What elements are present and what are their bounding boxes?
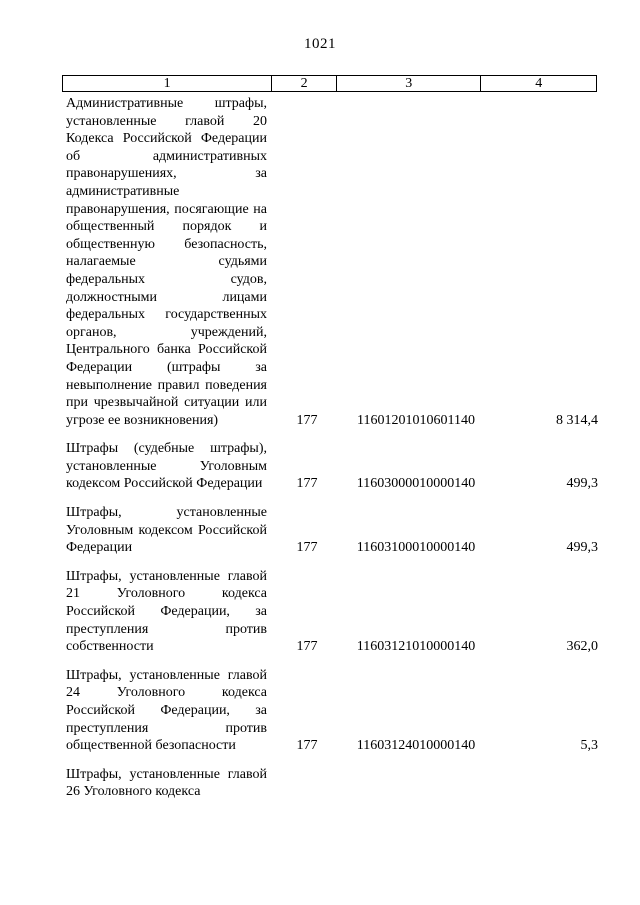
row-description: Штрафы, установленные главой 21 Уголовного кодекса Российской Федерации, за преступления против собственности <box>66 568 267 655</box>
row-budget-code: 11603100010000140 <box>356 540 476 556</box>
table-row <box>0 504 640 557</box>
row-admin-code: 177 <box>296 738 318 754</box>
row-description: Штрафы (судебные штрафы), установленные Уголовным кодексом Российской Федерации <box>66 441 267 492</box>
column-header-4: 4 <box>535 76 543 91</box>
row-amount: 499,3 <box>566 476 598 492</box>
row-admin-code: 177 <box>296 412 318 428</box>
row-budget-code: 11601201010601140 <box>357 412 475 428</box>
column-header-1: 1 <box>63 76 272 91</box>
row-budget-code: 11603121010000140 <box>356 639 476 655</box>
table-row <box>0 568 640 656</box>
row-admin-code: 177 <box>296 639 318 655</box>
page-number: 1021 <box>304 36 336 52</box>
row-budget-code: 11603000010000140 <box>356 476 476 492</box>
row-amount: 5,3 <box>580 738 598 754</box>
table-row <box>0 766 640 801</box>
row-amount: 362,0 <box>566 639 598 655</box>
table-row <box>0 667 640 755</box>
row-description: Штрафы, установленные Уголовным кодексом Российской Федерации <box>66 505 267 556</box>
column-header-2: 2 <box>272 76 337 91</box>
row-admin-code: 177 <box>296 540 318 556</box>
row-amount: 499,3 <box>566 540 598 556</box>
row-description: Штрафы, установленные главой 24 Уголовного кодекса Российской Федерации, за преступления против общественной безопасности <box>66 667 267 754</box>
table-header <box>62 75 597 92</box>
row-admin-code: 177 <box>296 476 318 492</box>
row-description: Штрафы, установленные главой 26 Уголовного кодекса <box>66 766 267 800</box>
table-row <box>0 440 640 493</box>
row-description: Административные штрафы, установленные главой 20 Кодекса Российской Федерации об административных правонарушениях, за административные правонарушения, посягающие на общественный порядок и общественную безопасность, налагаемые судьями федеральных судов, должностными лицами федеральных государственных органов, учреждений, Центрального банка Российской Федерации (штрафы за невыполнение правил поведения при чрезвычайной ситуации или угрозе ее возникновения) <box>66 96 267 428</box>
column-header-3: 3 <box>337 76 481 91</box>
table-body <box>0 95 640 801</box>
table-row <box>0 95 640 429</box>
row-budget-code: 11603124010000140 <box>356 738 476 754</box>
row-amount: 8 314,4 <box>556 412 598 428</box>
